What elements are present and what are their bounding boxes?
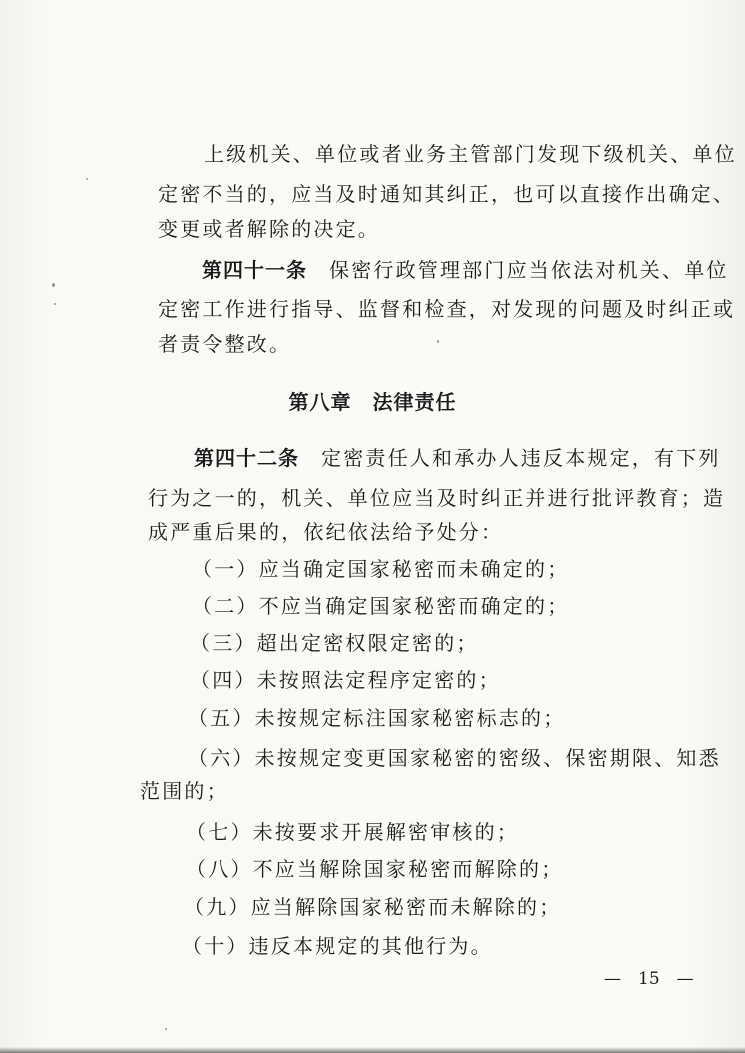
list-item-7: （七）未按要求开展解密审核的；	[186, 820, 519, 844]
scan-speck	[52, 283, 55, 287]
article-42-line-2: 行为之一的，机关、单位应当及时纠正并进行批评教育；造	[148, 486, 726, 510]
paragraph-1-line-3: 变更或者解除的决定。	[158, 217, 380, 241]
article-41-line-1	[202, 258, 729, 282]
list-item-6-continuation: 范围的；	[140, 779, 229, 803]
scan-speck	[86, 178, 88, 180]
list-item-3: （三）超出定密权限定密的；	[190, 631, 479, 655]
scan-speck	[437, 340, 439, 343]
article-41-label: 第四十一条	[202, 258, 307, 282]
list-item-1: （一）应当确定国家秘密而未确定的；	[192, 557, 570, 581]
article-42-line-3: 成严重后果的，依纪依法给予处分：	[148, 520, 504, 544]
article-41-line-3: 者责令整改。	[158, 332, 292, 356]
paragraph-1-line-1: 上级机关、单位或者业务主管部门发现下级机关、单位	[204, 142, 737, 166]
list-item-2: （二）不应当确定国家秘密而确定的；	[192, 594, 570, 618]
scan-speck	[165, 1028, 167, 1030]
article-41-line-2: 定密工作进行指导、监督和检查，对发现的问题及时纠正或	[158, 297, 736, 321]
article-42-label: 第四十二条	[194, 446, 299, 470]
scan-speck	[54, 303, 56, 305]
article-42-text: 定密责任人和承办人违反本规定，有下列	[321, 446, 721, 470]
scan-bottom-edge	[0, 1047, 745, 1053]
page-number: — 15 —	[604, 969, 694, 989]
chapter-title: 第八章 法律责任	[288, 390, 457, 414]
list-item-9: （九）应当解除国家秘密而未解除的；	[184, 895, 562, 919]
list-item-4: （四）未按照法定程序定密的；	[190, 668, 501, 692]
list-item-8: （八）不应当解除国家秘密而解除的；	[186, 857, 564, 881]
article-42-line-1	[194, 446, 721, 470]
list-item-6: （六）未按规定变更国家秘密的密级、保密期限、知悉	[188, 746, 721, 770]
list-item-10: （十）违反本规定的其他行为。	[182, 934, 493, 958]
paragraph-1-line-2: 定密不当的，应当及时通知其纠正，也可以直接作出确定、	[158, 182, 736, 206]
list-item-5: （五）未按规定标注国家秘密标志的；	[188, 706, 566, 730]
article-41-text: 保密行政管理部门应当依法对机关、单位	[329, 258, 729, 282]
